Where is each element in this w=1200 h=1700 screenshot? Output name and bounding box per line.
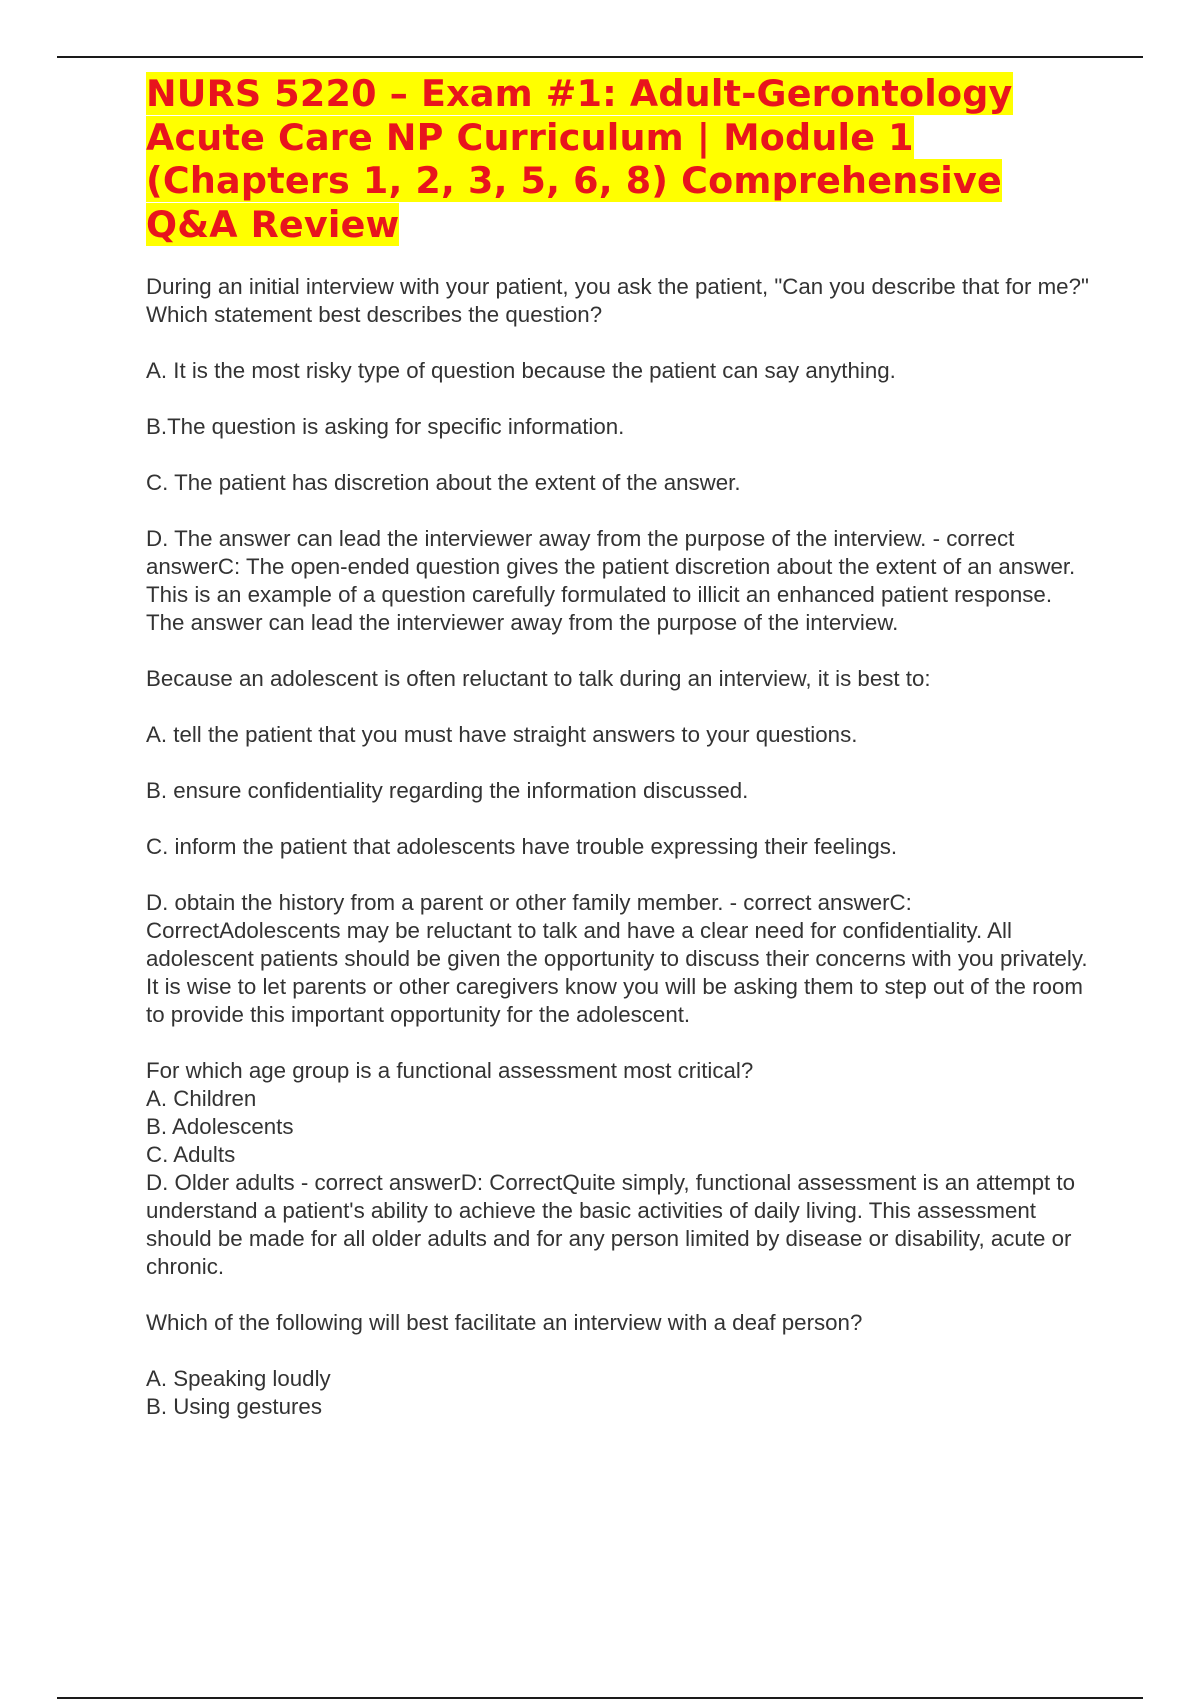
q2-option-d-answer: D. obtain the history from a parent or other family member. - correct answerC: CorrectAdolescents may be reluctant to talk and have a clear need for confidentiality. All adolescent patients should be given the opportunity to discuss their concerns with you privately. It is wise to let parents or other caregivers know you will be asking them to step out of the room to provide this important opportunity for the adolescent. xyxy=(146,890,1094,1027)
title-line-2: Acute Care NP Curriculum | Module 1 xyxy=(146,115,914,159)
q1-option-d-answer: D. The answer can lead the interviewer away from the purpose of the interview. - correct answerC: The open-ended question gives the patient discretion about the extent of an answer. This is an example of a question carefully formulated to illicit an enhanced patient response. The answer can lead the interviewer away from the purpose of the interview. xyxy=(146,526,1076,635)
title-line-4: Q&A Review xyxy=(146,202,400,246)
document-title xyxy=(146,72,1101,246)
q1-option-a: A. It is the most risky type of question because the patient can say anything. xyxy=(146,358,896,383)
q3-block: For which age group is a functional assessment most critical? A. Children B. Adolescents C. Adults D. Older adults - correct answerD: CorrectQuite simply, functional assessment is an attempt to understand a patient's ability to achieve the basic activities of daily living. This assessment should be made for all older adults and for any person limited by disease or disability, acute or chronic. xyxy=(146,1058,1075,1279)
title-line-1: NURS 5220 – Exam #1: Adult-Gerontology xyxy=(146,72,1013,115)
q2-option-c: C. inform the patient that adolescents have trouble expressing their feelings. xyxy=(146,834,898,859)
q4-options: A. Speaking loudly B. Using gestures xyxy=(146,1366,331,1419)
top-rule xyxy=(57,56,1143,58)
q1-option-b: B.The question is asking for specific information. xyxy=(146,414,625,439)
q4-question: Which of the following will best facilitate an interview with a deaf person? xyxy=(146,1310,863,1335)
q2-option-a: A. tell the patient that you must have straight answers to your questions. xyxy=(146,722,858,747)
document-body xyxy=(146,72,1101,1421)
q1-question: During an initial interview with your patient, you ask the patient, "Can you describe that for me?" Which statement best describes the question? xyxy=(146,274,1096,327)
bottom-rule xyxy=(57,1697,1143,1699)
title-line-3: (Chapters 1, 2, 3, 5, 6, 8) Comprehensive xyxy=(146,159,1002,202)
q1-option-c: C. The patient has discretion about the extent of the answer. xyxy=(146,470,741,495)
q2-question: Because an adolescent is often reluctant to talk during an interview, it is best to: xyxy=(146,666,931,691)
q2-option-b: B. ensure confidentiality regarding the information discussed. xyxy=(146,778,749,803)
